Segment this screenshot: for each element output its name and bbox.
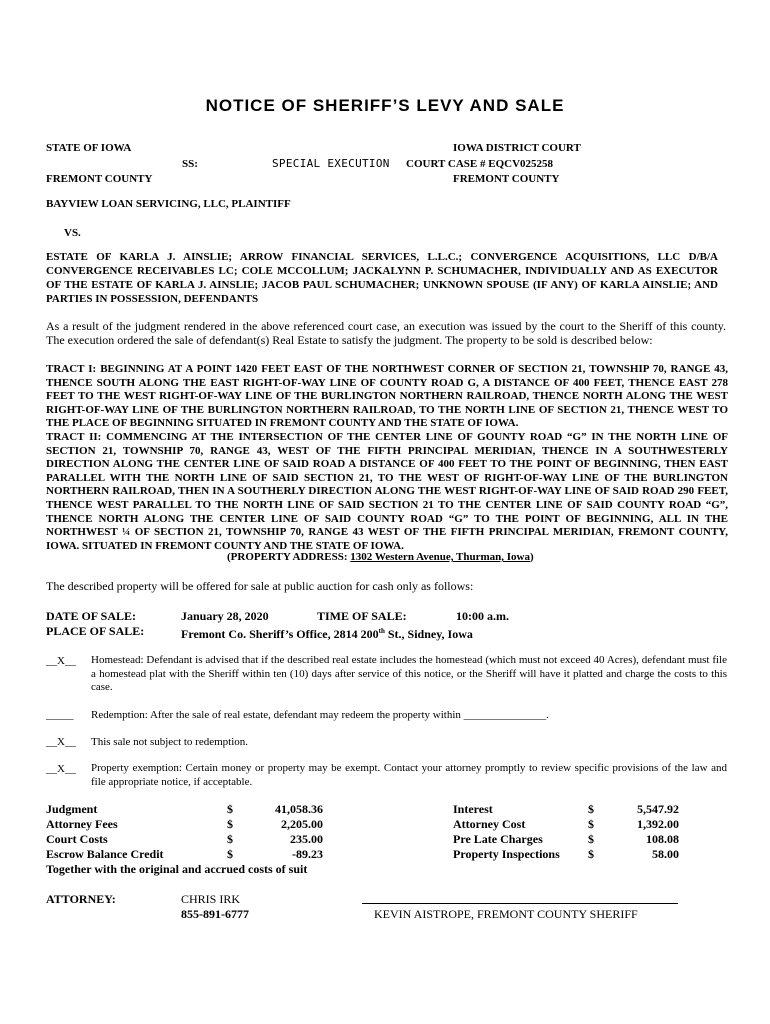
- cost-label: Court Costs: [46, 832, 108, 846]
- plaintiff: BAYVIEW LOAN SERVICING, LLC, PLAINTIFF: [46, 198, 291, 210]
- state-label: STATE OF IOWA: [46, 142, 132, 154]
- court-name: IOWA DISTRICT COURT: [453, 142, 581, 154]
- cost-label: Interest: [453, 802, 493, 816]
- place-of-sale-label: PLACE OF SALE:: [46, 624, 145, 638]
- option-no-redemption-text: This sale not subject to redemption.: [91, 736, 249, 748]
- cost-amount: 2,205.00: [281, 817, 323, 831]
- option-no-redemption-mark: __X__: [46, 736, 76, 748]
- cost-label: Escrow Balance Credit: [46, 847, 164, 861]
- cost-label: Pre Late Charges: [453, 832, 543, 846]
- option-redemption-text: Redemption: After the sale of real estate, defendant may redeem the property within _______________.: [91, 709, 549, 721]
- cost-label: Property Inspections: [453, 847, 560, 861]
- place-text: Fremont Co. Sheriff’s Office, 2814 200: [181, 627, 379, 641]
- time-of-sale-label: TIME OF SALE:: [317, 609, 407, 623]
- currency-symbol: $: [227, 847, 233, 861]
- cost-label: Attorney Cost: [453, 817, 526, 831]
- attorney-label: ATTORNEY:: [46, 892, 116, 906]
- currency-symbol: $: [588, 817, 594, 831]
- defendants: ESTATE OF KARLA J. AINSLIE; ARROW FINANCIAL SERVICES, L.L.C.; CONVERGENCE ACQUISITIONS, LLC D/B/A CONVERGENCE RECEIVABLES LC; COLE MCCOLLUM; JACKALYNN P. SCHUMACHER, INDIVIDUALLY AND AS EXECUTOR OF THE ESTATE OF KARLA J. AINSLIE; JACOB PAUL SCHUMACHER; UNKNOWN SPOUSE (IF ANY) OF KARLA AINSLIE; AND PARTIES IN POSSESSION, DEFENDANTS: [46, 251, 718, 305]
- cost-label: Attorney Fees: [46, 817, 118, 831]
- costs-right-currency: [588, 802, 594, 862]
- currency-symbol: $: [588, 832, 594, 846]
- option-redemption-mark: _____: [46, 709, 74, 721]
- tract-1: TRACT I: BEGINNING AT A POINT 1420 FEET EAST OF THE NORTHWEST CORNER OF SECTION 21, TOWNSHIP 70, RANGE 43, THENCE SOUTH ALONG THE EAST RIGHT-OF-WAY LINE OF COUNTY ROAD G, A DISTANCE OF 400 FEET, THENCE EAST 278 FEET TO THE WEST RIGHT-OF-WAY LINE OF THE BURLINGTON NORTHERN RAILROAD, THENCE NORTH ALONG THE WEST RIGHT-OF-WAY LINE OF THE BURLINGTON NORTHERN RAILROAD, TO THE NORTH LINE OF SECTION 21, THENCE WEST TO THE PLACE OF BEGINNING SITUATED IN FREMONT COUNTY AND THE STATE OF IOWA.: [46, 363, 728, 430]
- court-case-number: COURT CASE # EQCV025258: [406, 158, 554, 170]
- currency-symbol: $: [227, 832, 233, 846]
- costs-right-labels: [453, 802, 560, 862]
- cost-amount: 41,058.36: [275, 802, 323, 816]
- cost-amount: 108.08: [646, 832, 679, 846]
- sheriff-name: KEVIN AISTROPE, FREMONT COUNTY SHERIFF: [374, 907, 638, 921]
- cost-amount: -89.23: [292, 847, 323, 861]
- attorney-name: CHRIS IRK: [181, 892, 241, 906]
- costs-left-currency: [227, 802, 233, 862]
- costs-left-labels: [46, 802, 164, 862]
- date-of-sale-label: DATE OF SALE:: [46, 609, 137, 623]
- signature-line: [362, 903, 678, 904]
- cost-label: Judgment: [46, 802, 98, 816]
- costs-left-amounts: [250, 802, 323, 862]
- address-value: 1302 Western Avenue, Thurman, Iowa: [350, 551, 530, 563]
- cost-amount: 58.00: [652, 847, 679, 861]
- currency-symbol: $: [227, 817, 233, 831]
- tract-2: TRACT II: COMMENCING AT THE INTERSECTION OF THE CENTER LINE OF GOUNTY ROAD “G” IN THE NORTH LINE OF SECTION 21, TOWNSHIP 70, RANGE 43, WEST OF THE FIFTH PRINCIPAL MERIDIAN, THENCE IN A SOUTHWESTERLY DIRECTION ALONG THE CENTER LINE OF SAID ROAD A DISTANCE OF 400 FEET TO THE POINT OF BEGINNING, THEN EAST PARALLEL WITH THE NORTH LINE OF SAID SECTION 21, TO THE WEST OF RIGHT-OF-WAY LINE OF THE BURLINGTON NORTHERN RAILROAD, THEN IN A SOUTHERLY DIRECTION ALONG THE WEST RIGHT-OF-WAY LINE OF SAID ROAD 290 FEET, THENCE WEST PARALLEL TO THE NORTH LINE OF SAID SECTION 21 TO THE CENTER LINE OF SAID COUNTY ROAD “G”, THENCE NORTH ALONG THE CENTER LINE OF SAID COUNTY ROAD “G” TO THE POINT OF BEGINNING, ALL IN THE NORTHWEST ¼ OF SECTION 21, TOWNSHIP 70, RANGE 43 WEST OF THE FIFTH PRINCIPAL MERIDIAN, FREMONT COUNTY, IOWA. SITUATED IN FREMONT COUNTY AND THE STATE OF IOWA.: [46, 430, 728, 552]
- costs-right-amounts: [606, 802, 679, 862]
- option-exemption-mark: __X__: [46, 763, 76, 775]
- ss-label: SS:: [182, 158, 198, 170]
- place-text-2: St., Sidney, Iowa: [384, 627, 473, 641]
- sale-intro: The described property will be offered for sale at public auction for cash only as follows:: [46, 579, 474, 593]
- option-exemption-text: Property exemption: Certain money or property may be exempt. Contact your attorney promptly to review specific provisions of the law and file appropriate notice, if acceptable.: [91, 762, 727, 788]
- currency-symbol: $: [588, 802, 594, 816]
- date-of-sale-value: January 28, 2020: [181, 609, 269, 623]
- currency-symbol: $: [588, 847, 594, 861]
- legal-description: [46, 363, 728, 553]
- address-close: ): [529, 551, 534, 563]
- place-of-sale-value: [181, 624, 473, 641]
- cost-amount: 235.00: [290, 832, 323, 846]
- currency-symbol: $: [227, 802, 233, 816]
- cost-amount: 1,392.00: [637, 817, 679, 831]
- page-title: NOTICE OF SHERIFF’S LEVY AND SALE: [205, 96, 565, 115]
- property-address: [227, 550, 534, 564]
- execution-type: SPECIAL EXECUTION: [272, 157, 390, 170]
- option-homestead-text: Homestead: Defendant is advised that if the described real estate includes the homestead (which must not exceed 40 Acres), defendant must file a homestead plat with the Sheriff within ten (10) days after service of this notice, or the Sheriff will have it platted and charge the costs to this case.: [91, 654, 727, 693]
- option-homestead-mark: __X__: [46, 655, 76, 667]
- address-label: (PROPERTY ADDRESS:: [227, 551, 351, 563]
- versus: VS.: [64, 227, 81, 239]
- intro-paragraph: As a result of the judgment rendered in the above referenced court case, an execution was issued by the court to the Sheriff of this county. The execution ordered the sale of defendant(s) Real Estate to satisfy the judgment. The property to be sold is described below:: [46, 319, 726, 347]
- cost-amount: 5,547.92: [637, 802, 679, 816]
- time-of-sale-value: 10:00 a.m.: [456, 609, 509, 623]
- accrued-costs-note: Together with the original and accrued costs of suit: [46, 862, 308, 876]
- place-sup: th: [378, 627, 385, 635]
- county-label: FREMONT COUNTY: [46, 173, 153, 185]
- court-county: FREMONT COUNTY: [453, 173, 560, 185]
- attorney-phone: 855-891-6777: [181, 907, 249, 921]
